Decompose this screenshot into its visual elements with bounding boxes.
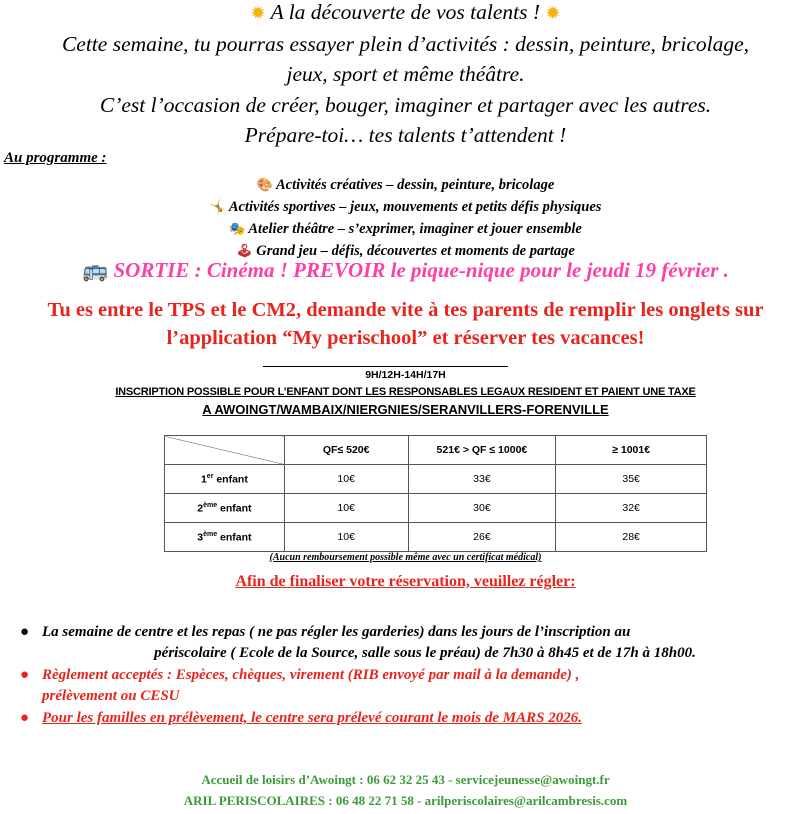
table-row — [165, 494, 707, 523]
contact-aril: ARIL PERISCOLAIRES : 06 48 22 71 58 - arilperiscolaires@arilcambresis.com — [183, 793, 628, 808]
bullet-item — [18, 708, 808, 729]
theater-masks-icon: 🎭 — [229, 221, 246, 236]
intro-line-3: C’est l’occasion de créer, bouger, imaginer et partager avec les autres. — [99, 92, 712, 117]
bullet-icon: ● — [20, 710, 30, 726]
bullet-line: périscolaire ( Ecole de la Source, salle sous le préau) de 7h30 à 8h45 et de 17h à 18h00. — [154, 645, 696, 661]
tps-line-1: Tu es entre le TPS et le CM2, demande vite à tes parents de remplir les onglets sur — [47, 299, 764, 321]
bullet-item — [18, 665, 808, 707]
bullet-line: Règlement acceptés : Espèces, chèques, virement (RIB envoyé par mail à la demande) , — [42, 667, 580, 683]
table-header: QF≤ 520€ — [284, 436, 408, 465]
table-row — [165, 465, 707, 494]
sortie-text: SORTIE : Cinéma ! PREVOIR le pique-nique pour le jeudi 19 février . — [113, 258, 729, 282]
table-row — [165, 523, 707, 552]
row-label: 2ème enfant — [165, 494, 285, 523]
programme-item-text: Activités sportives – jeux, mouvements et petits défis physiques — [228, 199, 602, 215]
athlete-icon: 🤸 — [209, 199, 226, 214]
palette-icon: 🎨 — [256, 177, 273, 192]
tarifs-table — [164, 435, 707, 552]
programme-list — [0, 174, 811, 262]
bullet-line: La semaine de centre et les repas ( ne pas régler les garderies) dans les jours de l’inscription au — [42, 624, 631, 640]
bullet-line: prélèvement ou CESU — [42, 688, 180, 704]
divider — [263, 366, 508, 367]
row-label: 3ème enfant — [165, 523, 285, 552]
hours: 9H/12H-14H/17H — [365, 369, 446, 381]
table-header-row — [165, 436, 707, 465]
table-cell: 30€ — [408, 494, 556, 523]
programme-heading: Au programme : — [4, 150, 107, 166]
intro-line-1: Cette semaine, tu pourras essayer plein d’activités : dessin, peinture, bricolage, — [61, 31, 750, 56]
inscription-condition: INSCRIPTION POSSIBLE POUR L’ENFANT DONT LES RESPONSABLES LEGAUX RESIDENT ET PAIENT UNE TAXE — [115, 386, 696, 398]
tps-line-2: l’application “My perischool” et réserver tes vacances! — [166, 327, 645, 349]
towns: A AWOINGT/WAMBAIX/NIERGNIES/SERANVILLERS-FORENVILLE — [202, 402, 609, 417]
payment-bullets — [18, 622, 808, 729]
intro-line-4: Prépare-toi… tes talents t’attendent ! — [244, 123, 567, 147]
bullet-line: Pour les familles en prélèvement, le centre sera prélevé courant le mois de MARS 2026. — [42, 710, 582, 726]
star-icon: ✹ — [250, 3, 266, 23]
programme-item — [0, 218, 811, 240]
programme-item-text: Grand jeu – défis, découvertes et moments de partage — [256, 243, 575, 259]
bullet-icon: ● — [20, 667, 30, 683]
contact-block — [0, 769, 811, 811]
table-cell: 26€ — [408, 523, 556, 552]
row-label: 1er enfant — [165, 465, 285, 494]
table-cell: 35€ — [556, 465, 707, 494]
intro-line-2: jeux, sport et même théâtre. — [286, 62, 525, 86]
programme-item-text: Activités créatives – dessin, peinture, bricolage — [275, 177, 555, 193]
programme-item-text: Atelier théâtre – s’exprimer, imaginer et jouer ensemble — [248, 221, 582, 237]
tps-notice — [0, 296, 811, 352]
star-icon: ✹ — [545, 3, 561, 23]
intro-title-line — [0, 0, 811, 29]
table-cell: 10€ — [284, 494, 408, 523]
contact-awoingt: Accueil de loisirs d’Awoingt : 06 62 32 25 43 - servicejeunesse@awoingt.fr — [201, 772, 610, 787]
joystick-icon: 🕹 — [236, 243, 253, 258]
table-header: ≥ 1001€ — [556, 436, 707, 465]
table-cell: 28€ — [556, 523, 707, 552]
refund-note: (Aucun remboursement possible même avec un certificat médical) — [269, 552, 542, 563]
table-corner — [165, 436, 285, 465]
intro-block — [0, 0, 811, 151]
table-cell: 10€ — [284, 465, 408, 494]
intro-title: A la découverte de vos talents ! — [270, 0, 541, 24]
bus-icon: 🚌 — [82, 258, 109, 282]
payment-heading: Afin de finaliser votre réservation, veuillez régler: — [235, 573, 576, 590]
table-cell: 33€ — [408, 465, 556, 494]
bullet-item — [18, 622, 808, 664]
bullet-icon: ● — [20, 624, 30, 640]
table-cell: 32€ — [556, 494, 707, 523]
programme-item — [0, 196, 811, 218]
table-cell: 10€ — [284, 523, 408, 552]
table-header: 521€ > QF ≤ 1000€ — [408, 436, 556, 465]
programme-item — [0, 174, 811, 196]
sortie-announcement — [0, 258, 811, 283]
